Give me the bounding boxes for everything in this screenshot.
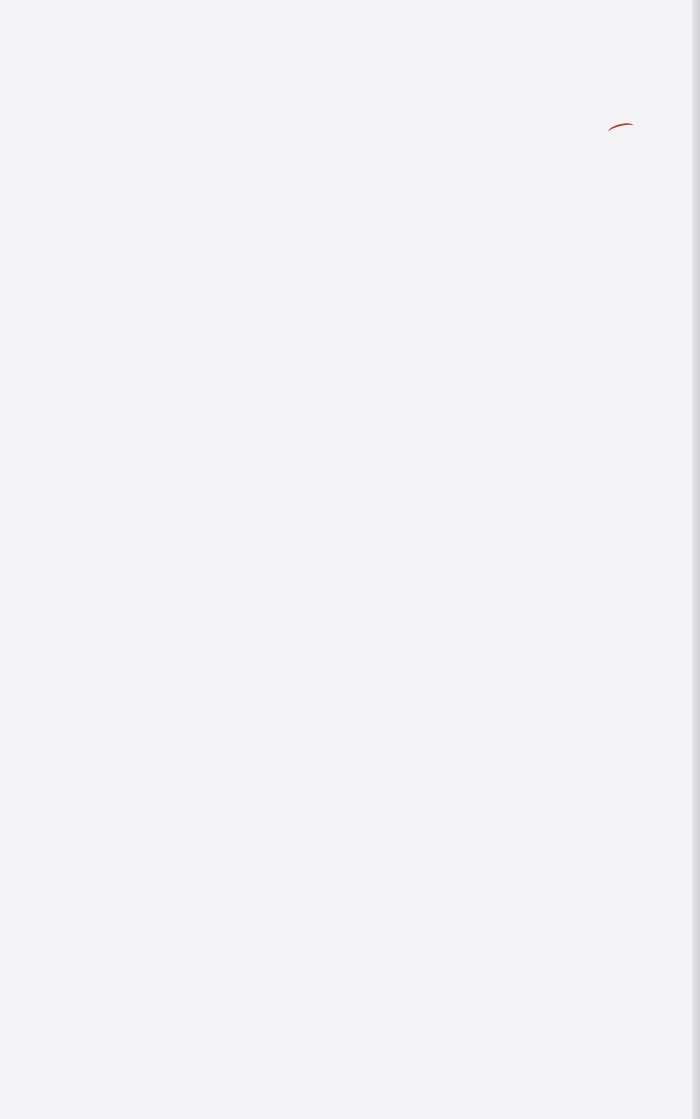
watermark-logo — [150, 978, 550, 1068]
pen-mark — [607, 121, 635, 137]
page-edge-shadow — [692, 0, 700, 1119]
